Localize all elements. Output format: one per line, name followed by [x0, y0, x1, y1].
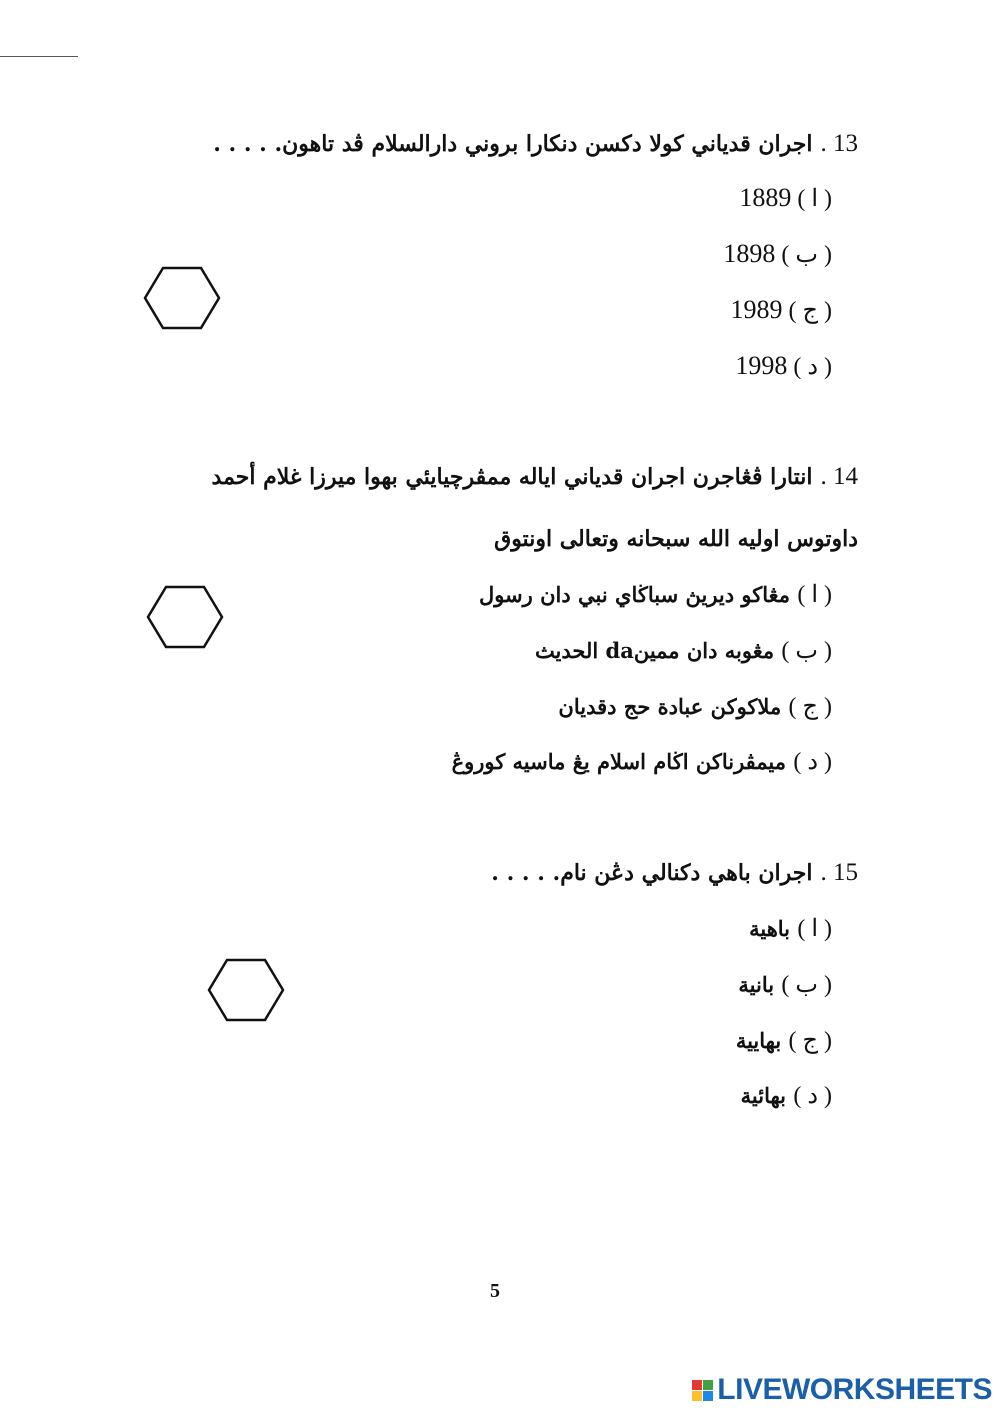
logo-square — [703, 1380, 713, 1390]
question-13-text: اجران قدياني كولا دكسن دنكارا بروني دارالسلام ڤد تاهون. . . . . — [213, 131, 813, 157]
option-label: ( د ) — [793, 1083, 832, 1109]
option-value: 1989 — [730, 295, 783, 324]
question-14-stem — [158, 446, 858, 570]
question-13-number: 13 . — [820, 130, 858, 157]
logo-square — [703, 1391, 713, 1401]
question-14-number: 14 . — [820, 463, 858, 490]
hexagon-answer-icon — [207, 958, 285, 1022]
page-number: 5 — [490, 1280, 500, 1302]
question-13-option-c — [731, 295, 832, 325]
option-value: مڠوبه دان ممينda الحديث — [534, 638, 775, 663]
option-label: ( ا ) — [797, 916, 832, 942]
question-13-stem — [213, 128, 858, 159]
liveworksheets-logo-icon — [692, 1380, 713, 1401]
option-value: مڠاكو ديريڽ سباڬاي نبي دان رسول — [478, 582, 791, 607]
option-value: ميمڤرناكن اڬام اسلام يڠ ماسيه كوروڠ — [451, 749, 787, 774]
question-13-option-a — [739, 183, 832, 213]
question-14-option-d — [452, 747, 832, 776]
option-label: ( ا ) — [797, 582, 832, 608]
logo-square — [692, 1391, 702, 1401]
option-value: ملاكوكن عبادة حج دقديان — [558, 694, 782, 719]
question-13-option-d — [735, 351, 832, 381]
option-value: 1998 — [735, 351, 788, 380]
question-15-option-c — [736, 1026, 832, 1055]
option-label: ( ج ) — [788, 298, 832, 324]
option-label: ( ا ) — [797, 186, 832, 212]
question-15-option-b — [738, 970, 832, 999]
logo-square — [692, 1380, 702, 1390]
question-15-stem — [491, 857, 858, 888]
option-value: 1889 — [739, 183, 792, 212]
question-14-option-c — [558, 692, 832, 721]
question-15-option-a — [749, 914, 832, 943]
hexagon-answer-icon — [143, 266, 221, 330]
option-value: باهية — [749, 916, 791, 941]
liveworksheets-brand[interactable] — [692, 1373, 992, 1407]
option-label: ( د ) — [793, 354, 832, 380]
page-top-rule — [0, 56, 78, 57]
option-label: ( ب ) — [781, 972, 832, 998]
option-label: ( ب ) — [781, 638, 832, 664]
option-value: 1898 — [723, 239, 776, 268]
question-13-answer-box[interactable] — [143, 266, 221, 330]
question-15-text: اجران باهي دكنالي دڠن نام. . . . . — [491, 860, 813, 886]
option-label: ( ج ) — [788, 1028, 832, 1054]
option-value: بهائية — [740, 1083, 787, 1108]
question-14-option-a — [479, 580, 832, 609]
question-14-answer-box[interactable] — [146, 585, 224, 649]
question-14-option-b — [535, 636, 832, 665]
question-14-text: انتارا ڤڠاجرن اجران قدياني اياله ممڤرچيايئي بهوا ميرزا غلام أحمد داوتوس اوليه الله سبحانه وتعالى اونتوق — [211, 464, 858, 552]
question-15-answer-box[interactable] — [207, 958, 285, 1022]
option-value: بانية — [738, 972, 775, 997]
option-value: بهايية — [735, 1028, 782, 1053]
question-13-option-b — [723, 239, 832, 269]
question-15-option-d — [741, 1081, 832, 1110]
option-label: ( ب ) — [781, 242, 832, 268]
option-label: ( د ) — [793, 749, 832, 775]
brand-name: LIVEWORKSHEETS — [717, 1373, 992, 1406]
option-label: ( ج ) — [788, 694, 832, 720]
question-15-number: 15 . — [820, 859, 858, 886]
hexagon-answer-icon — [146, 585, 224, 649]
